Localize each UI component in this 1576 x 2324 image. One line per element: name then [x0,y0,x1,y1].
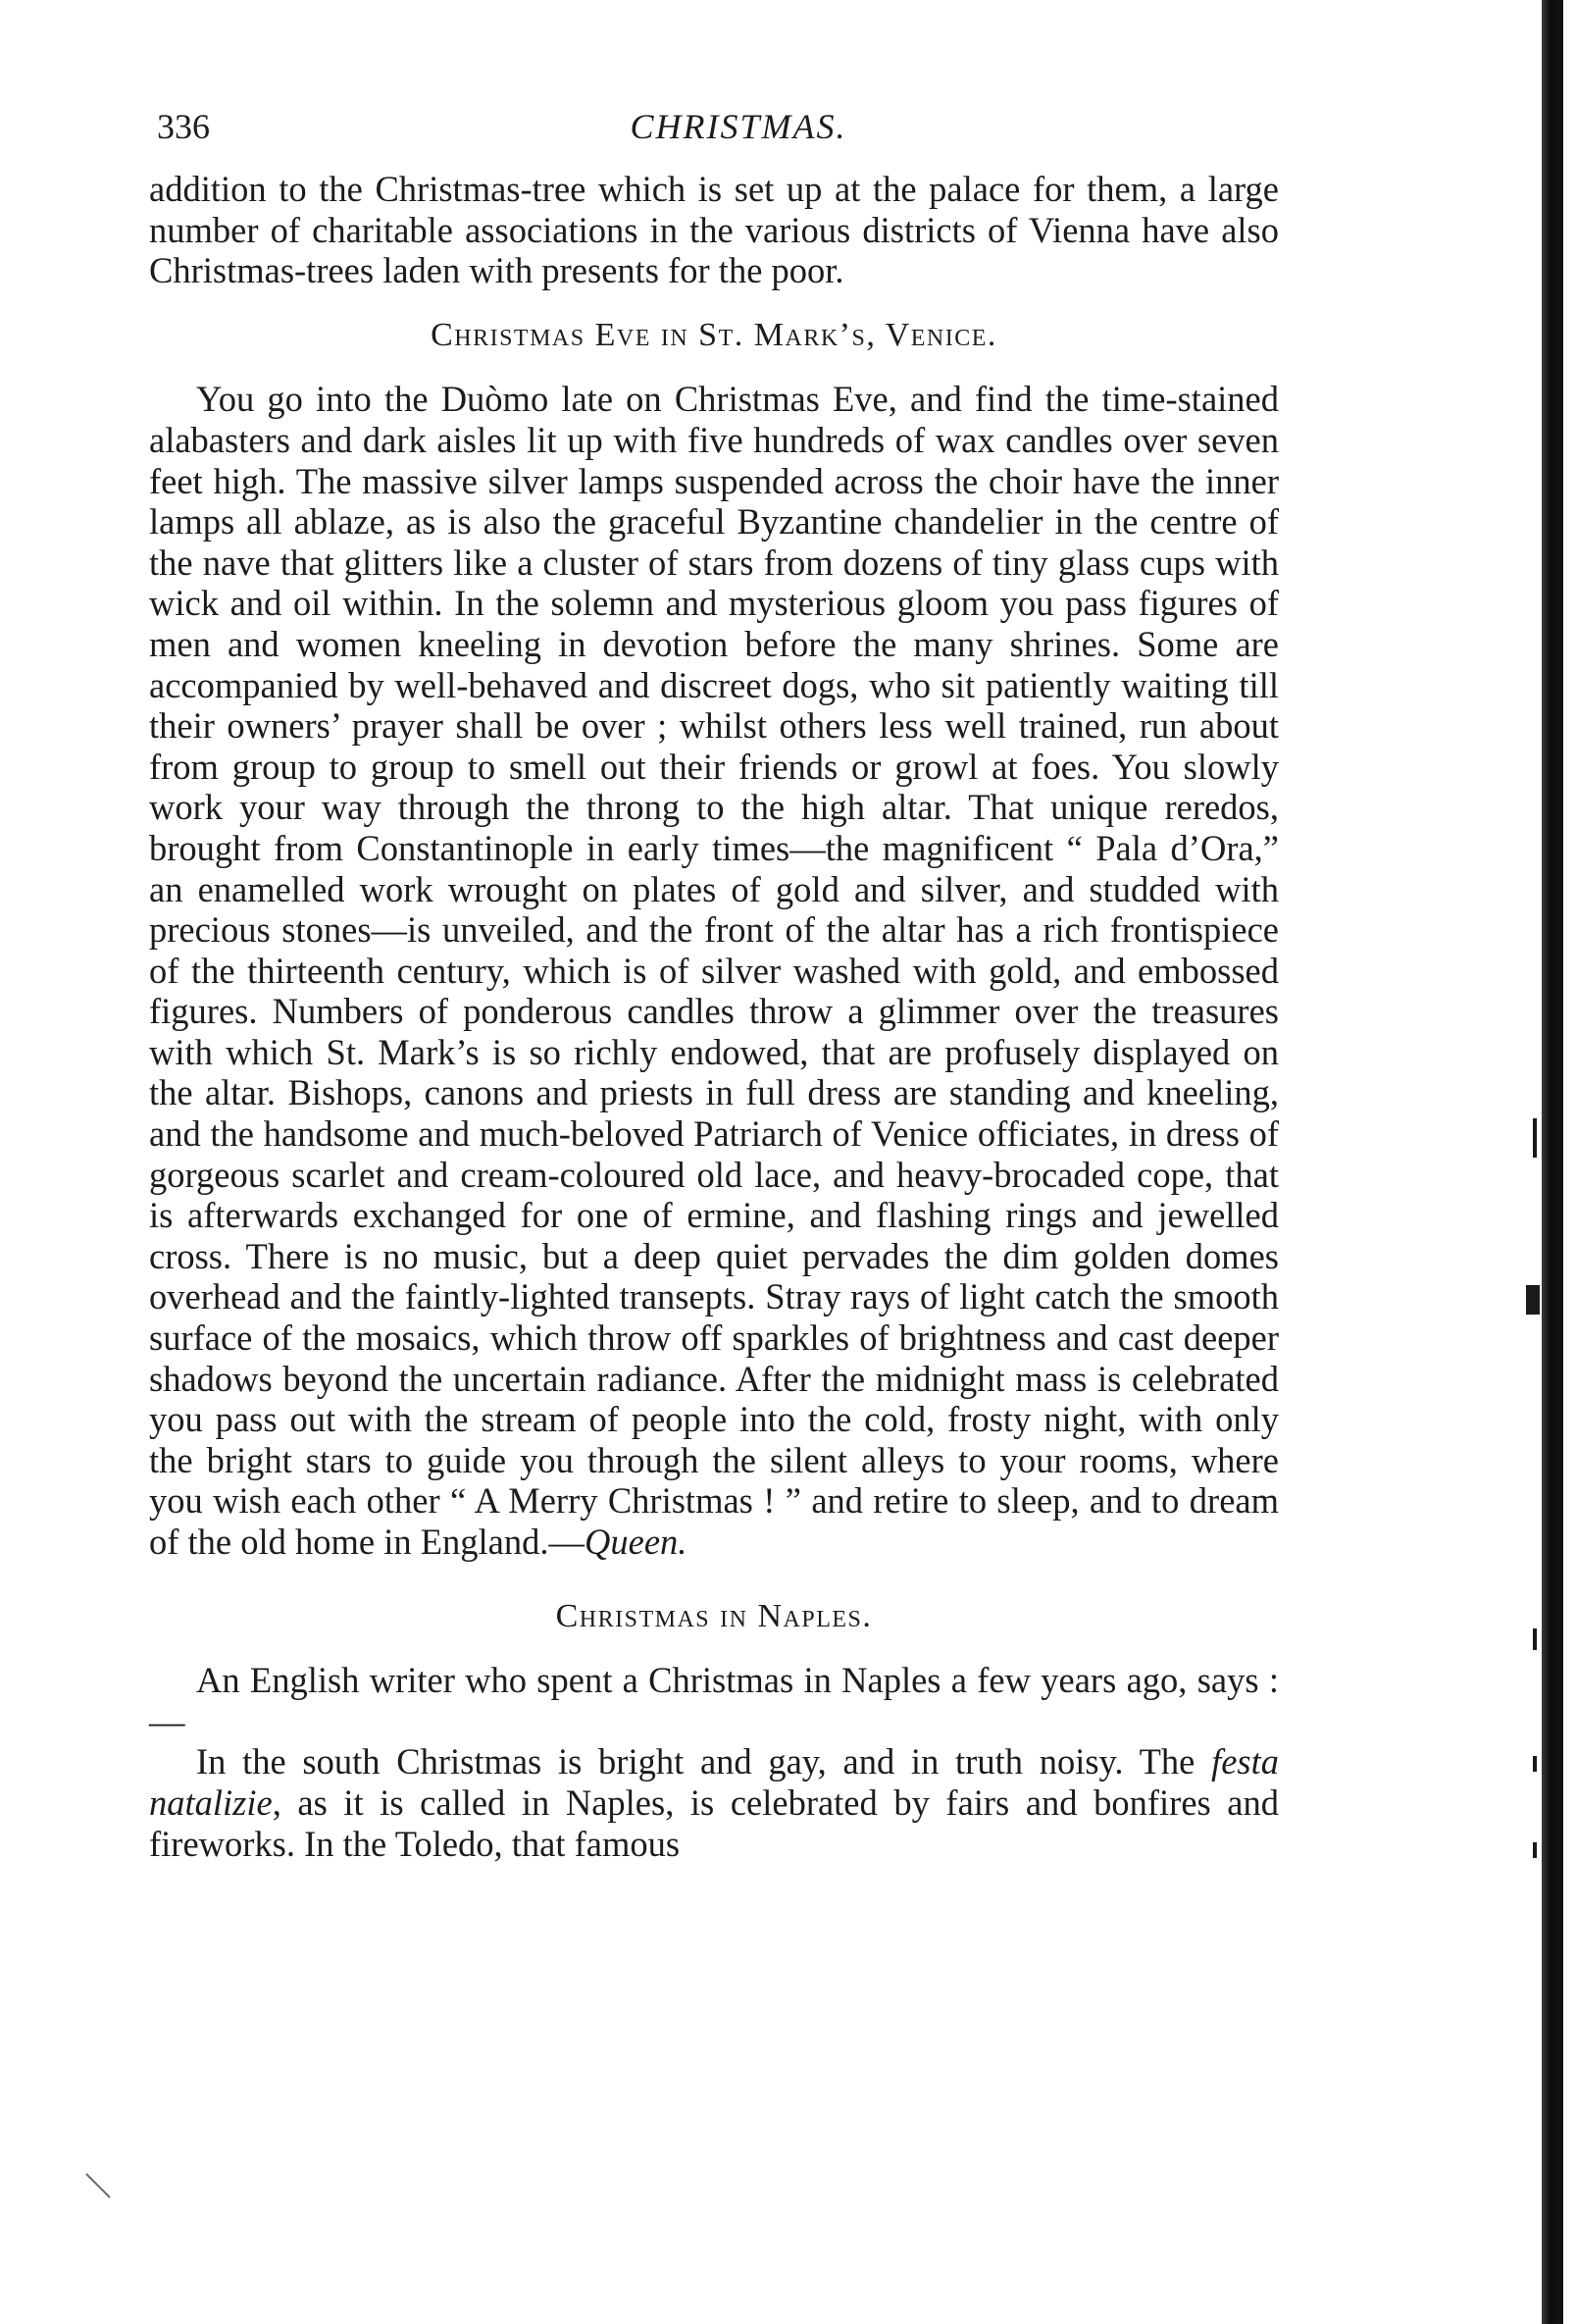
paragraph-continuation: addition to the Christmas-tree which is set up at the palace for them, a large number of charitable associations in the various districts of Vienna have also Christmas-trees laden with presents for the poor. [149,169,1279,291]
section-heading-naples: Christmas in Naples. [555,1597,873,1634]
page-number: 336 [157,107,210,146]
spine-speck [1526,1285,1540,1315]
corner-mark [85,2173,110,2197]
source-citation: Queen. [585,1522,687,1562]
spine-speck [1533,1628,1537,1650]
spine-speck [1533,1756,1537,1772]
running-title: CHRISTMAS. [630,107,847,146]
paragraph-venice-text: You go into the Duòmo late on Christmas Eve, and find the time-stained alabasters and dark aisles lit up with five hundreds of wax candles over seven feet high. The massive silver lamps suspended across the choir have the inner lamps all ablaze, as is also the graceful Byzantine chandelier in the centre of the nave that glitters like a cluster of stars from dozens of tiny glass cups with wick and oil within. In the solemn and mysterious gloom you pass figures of men and women kneeling in devotion before the many shrines. Some are accompanied by well-behaved and discreet dogs, who sit patiently waiting till their owners’ prayer shall be over ; whilst others less well trained, run about from group to group to smell out their friends or growl at foes. You slowly work your way through the throng to the high altar. That unique reredos, brought from Constantinople in early times—the magnificent “ Pala d’Ora,” an enamelled work wrought on plates of gold and silver, and studded with precious stones—is unveiled, and the front of the altar has a rich frontispiece of the thirteenth century, which is of silver washed with gold, and embossed figures. Numbers of ponderous candles throw a glimmer over the treasures with which St. Mark’s is so richly endowed, that are profusely displayed on the altar. Bishops, canons and priests in full dress are standing and kneeling, and the handsome and much-beloved Patriarch of Venice officiates, in dress of gorgeous scarlet and cream-coloured old lace, and heavy-brocaded cope, that is afterwards exchanged for one of ermine, and flashing rings and jewelled cross. There is no music, but a deep quiet pervades the dim golden domes overhead and the faintly-lighted transepts. Stray rays of light catch the smooth surface of the mosaics, which throw off sparkles of brightness and cast deeper shadows beyond the uncertain radiance. After the midnight mass is celebrated you pass out with the stream of people into the cold, frosty night, with only the bright stars to guide you through the silent alleys to your rooms, where you wish each other “ A Merry Christmas ! ” and retire to sleep, and to dream of the old home in England.— [149,379,1279,1562]
book-spine-shadow [1542,0,1563,2324]
page-header [157,106,1281,155]
section-heading-venice: Christmas Eve in St. Mark’s, Venice. [431,316,997,353]
spine-speck [1533,1118,1537,1158]
spine-speck [1533,1842,1537,1858]
paragraph-naples-text-b: , as it is called in Naples, is celebrated by fairs and bonfires and fireworks. In the Toledo, that famous [149,1782,1279,1864]
paragraph-naples-text-a: In the south Christmas is bright and gay, and in truth noisy. The [196,1741,1212,1782]
paragraph-naples [149,1741,1279,1864]
italic-term: festa natalizie [149,1741,1279,1823]
paragraph-venice [149,379,1279,1562]
paragraph-naples-intro: An English writer who spent a Christmas in Naples a few years ago, says :— [149,1660,1279,1741]
body-text [149,169,1279,1864]
